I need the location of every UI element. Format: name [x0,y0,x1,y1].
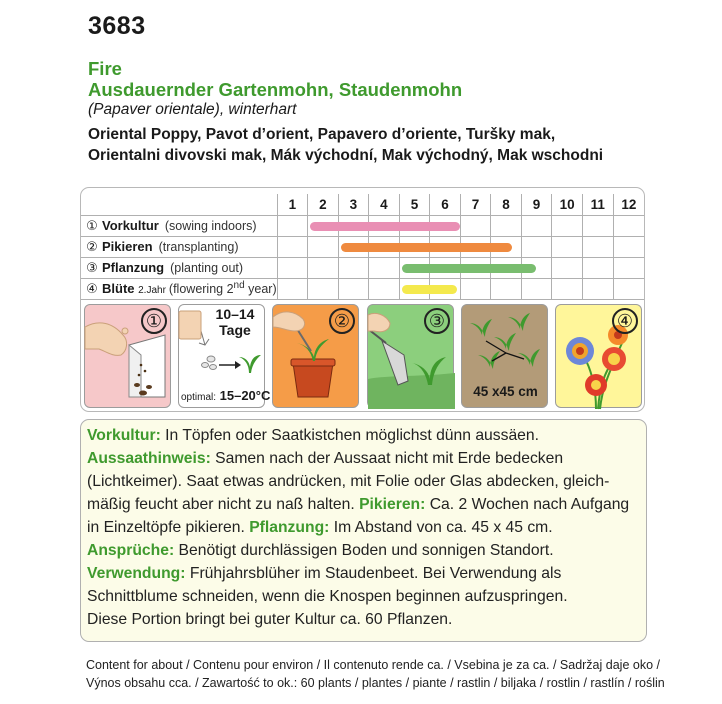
product-title: Ausdauernder Gartenmohn, Staudenmohn [88,79,463,100]
translation-line: Orientalni divovski mak, Mák východní, Mak východný, Mak wschodni [88,147,604,164]
row-name: Blüte [102,281,135,297]
row-desc: (planting out) [170,260,244,275]
panel-step-number: ④ [612,308,638,334]
panel-flowering [555,304,642,408]
germination-days: 10–14 Tage [215,306,255,338]
calendar-bar-pikieren [341,243,512,252]
calendar-bar-vorkultur [310,222,460,231]
month-header-row [81,194,644,215]
month-label: 10 [552,194,583,215]
translations [88,124,688,166]
calendar-row-bluete [81,278,644,299]
calendar-row-pflanzung [81,257,644,278]
month-label: 7 [460,194,491,215]
month-label: 1 [277,194,308,215]
instruction-ansprueche: Ansprüche: Benötigt durchlässigen Boden und sonnigen Standort. [87,542,554,559]
panel-transplanting [272,304,359,408]
month-label: 5 [399,194,430,215]
latin-name: (Papaver orientale), winterhart [88,101,297,118]
instruction-portion: Diese Portion bringt bei guter Kultur ca. 60 Pflanzen. [87,611,453,628]
step-number: ② [86,238,98,254]
step-number: ① [86,217,98,233]
panel-germination [178,304,271,408]
panel-sowing [84,304,171,408]
row-desc: (sowing indoors) [164,218,257,233]
month-label: 12 [613,194,644,215]
panel-spacing [461,304,548,408]
translation-line: Oriental Poppy, Pavot d’orient, Papavero d’oriente, Turšky mak, [88,126,556,143]
calendar-bar-bluete [402,285,457,294]
row-desc: (flowering 2nd year) [168,279,277,297]
instructions-box [80,419,647,642]
row-name: Vorkultur [102,217,159,233]
month-label: 3 [338,194,369,215]
growing-calendar [80,187,645,412]
optimal-temperature: optimal: 15–20°C [181,388,271,403]
plant-spacing: 45 x45 cm [473,384,538,399]
step-number: ③ [86,259,98,275]
row-name: Pflanzung [102,259,165,275]
calendar-bar-pflanzung [402,264,536,273]
variety-name: Fire [88,58,122,79]
content-line: Výnos obsahu cca. / Zawartość to ok.: 60 plants / plantes / piante / rastlin / biljaka / rostlin / rastlín / roślin [86,676,665,690]
content-line: Content for about / Contenu pour environ / Il contenuto rende ca. / Vsebina je za ca. / Sadržaj daje oko / [86,658,660,672]
panel-step-number: ① [141,308,167,334]
panel-step-number: ② [329,308,355,334]
month-label: 9 [521,194,552,215]
month-label: 6 [430,194,461,215]
row-desc: (transplanting) [158,239,239,254]
row-name: Pikieren [102,238,153,254]
article-number: 3683 [88,12,146,40]
panel-planting [367,304,454,408]
row-year: 2.Jahr [138,285,166,297]
product-header [88,58,688,166]
month-label: 2 [308,194,339,215]
step-number: ④ [86,281,98,297]
month-label: 8 [491,194,522,215]
month-label: 11 [582,194,613,215]
month-label: 4 [369,194,400,215]
content-info [86,656,716,692]
instruction-aussaat: Aussaathinweis: Samen nach der Aussaat nicht mit Erde bedecken (Lichtkeimer). Saat etwas andrücken, mit Folie oder Glas abdecken, gleichmäßig feucht aber nicht zu naß halten. Pikieren: Ca. 2 Wochen nach Aufgang in Einzeltöpfe pikieren. Pflanzung: Im Abstand von ca. 45 x 45 cm. [87,450,630,536]
panel-step-number: ③ [424,308,450,334]
instruction-verwendung: Verwendung: Frühjahrsblüher im Staudenbeet. Bei Verwendung als Schnittblume schneiden, wenn die Knospen beginnen aufzuspringen. [87,565,568,605]
instruction-vorkultur: Vorkultur: In Töpfen oder Saatkistchen möglichst dünn aussäen. [87,427,539,444]
